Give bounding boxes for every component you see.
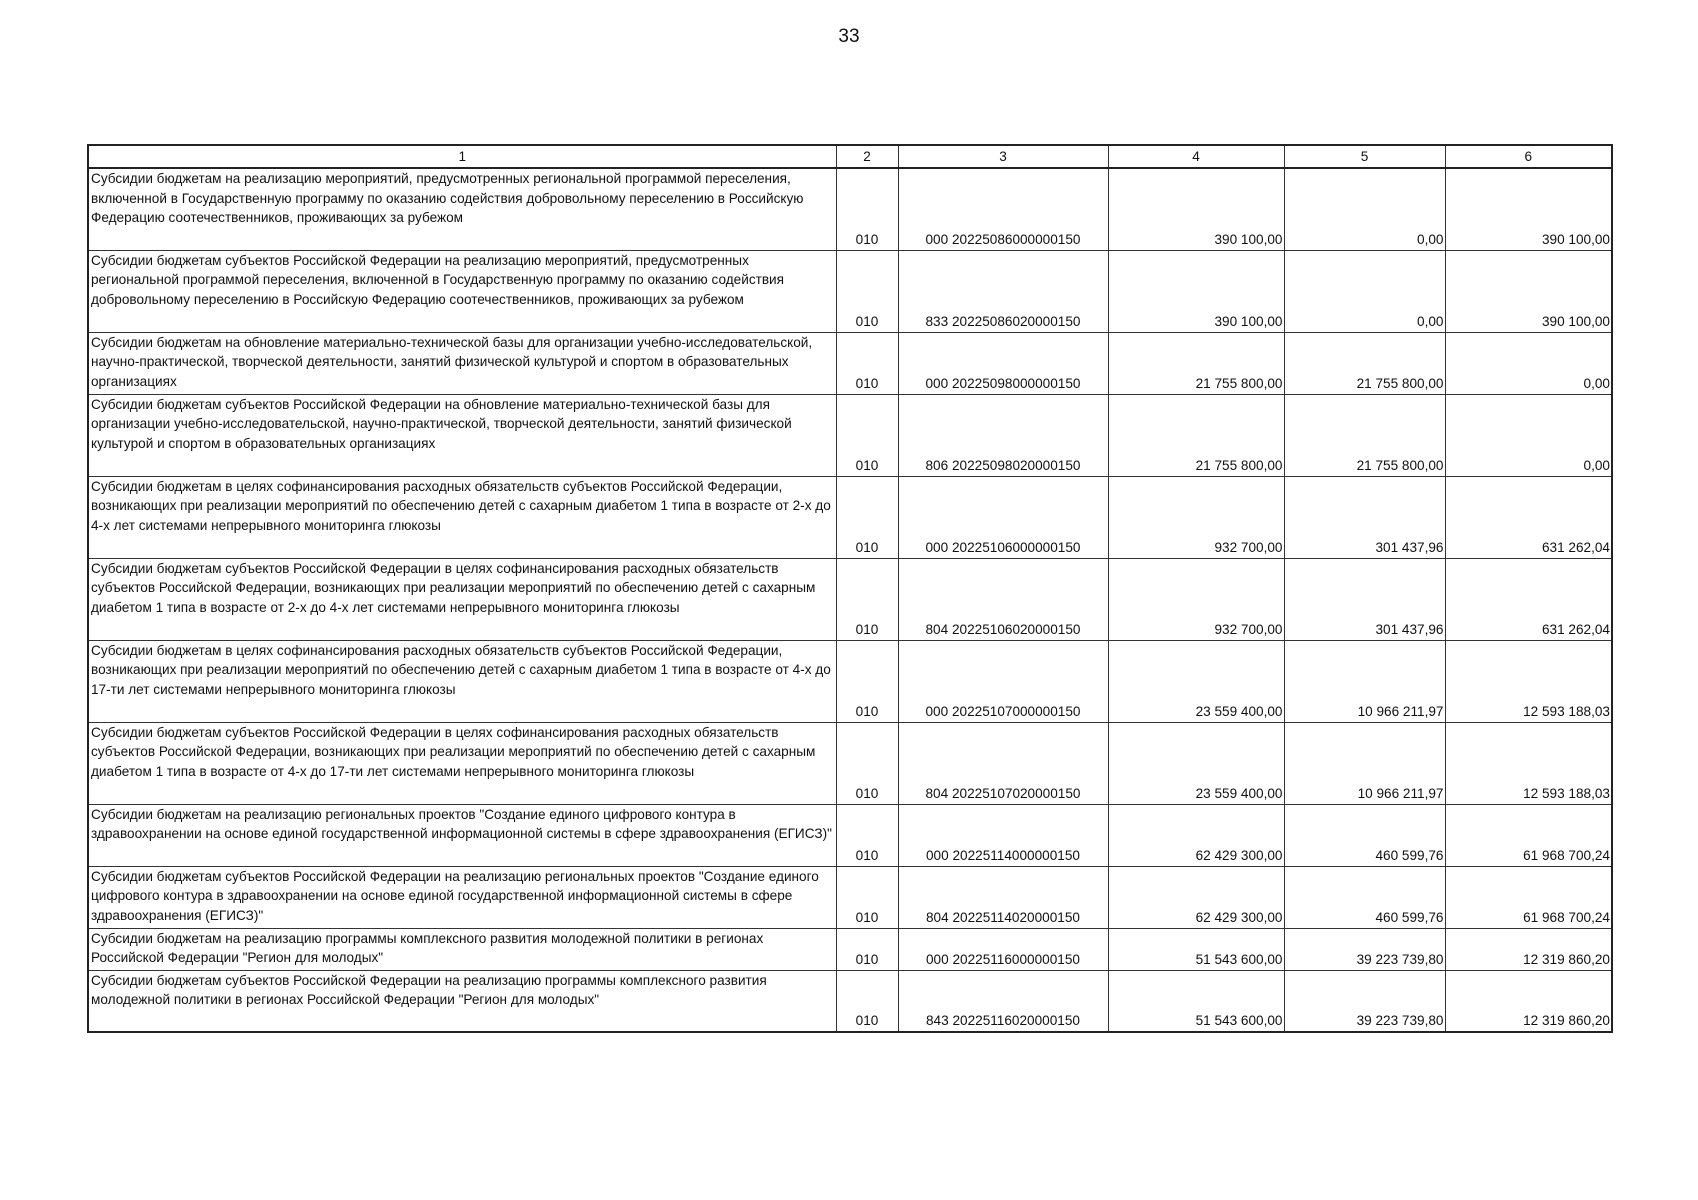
row-col6: 12 593 188,03: [1445, 640, 1612, 722]
row-col5: 21 755 800,00: [1284, 332, 1445, 394]
row-col6: 12 319 860,20: [1445, 970, 1612, 1032]
row-name: Субсидии бюджетам субъектов Российской Федерации на реализацию программы комплексного развития молодежной политики в регионах Российской Федерации "Регион для молодых": [88, 970, 836, 1032]
table-row: [88, 640, 1612, 722]
row-col6: 631 262,04: [1445, 558, 1612, 640]
row-col4: 390 100,00: [1108, 168, 1284, 250]
row-code: 010: [836, 332, 898, 394]
row-col6: 12 593 188,03: [1445, 722, 1612, 804]
header-col-1: 1: [88, 145, 836, 168]
budget-table: [87, 144, 1613, 1033]
table-row: [88, 250, 1612, 332]
row-kbk: 806 20225098020000150: [898, 394, 1108, 476]
row-code: 010: [836, 722, 898, 804]
row-name: Субсидии бюджетам в целях софинансирования расходных обязательств субъектов Российской Федерации, возникающих при реализации мероприятий по обеспечению детей с сахарным диабетом 1 типа в возрасте от 2-х до 4-х лет системами непрерывного мониторинга глюкозы: [88, 476, 836, 558]
row-code: 010: [836, 866, 898, 928]
header-col-2: 2: [836, 145, 898, 168]
row-col4: 932 700,00: [1108, 476, 1284, 558]
row-col5: 301 437,96: [1284, 558, 1445, 640]
header-col-4: 4: [1108, 145, 1284, 168]
row-name: Субсидии бюджетам субъектов Российской Федерации на обновление материально-технической базы для организации учебно-исследовательской, научно-практической, творческой деятельности, занятий физической культурой и спортом в образовательных организациях: [88, 394, 836, 476]
row-code: 010: [836, 804, 898, 866]
row-col6: 0,00: [1445, 332, 1612, 394]
row-col5: 21 755 800,00: [1284, 394, 1445, 476]
row-code: 010: [836, 168, 898, 250]
row-kbk: 833 20225086020000150: [898, 250, 1108, 332]
row-col6: 0,00: [1445, 394, 1612, 476]
table-row: [88, 476, 1612, 558]
row-kbk: 843 20225116020000150: [898, 970, 1108, 1032]
row-col6: 390 100,00: [1445, 168, 1612, 250]
row-kbk: 000 20225086000000150: [898, 168, 1108, 250]
row-col5: 39 223 739,80: [1284, 928, 1445, 970]
row-name: Субсидии бюджетам на реализацию региональных проектов "Создание единого цифрового контура в здравоохранении на основе единой государственной информационной системы в сфере здравоохранения (ЕГИСЗ)": [88, 804, 836, 866]
row-kbk: 000 20225098000000150: [898, 332, 1108, 394]
page-number: 33: [838, 26, 860, 47]
row-col6: 631 262,04: [1445, 476, 1612, 558]
row-col4: 23 559 400,00: [1108, 722, 1284, 804]
row-code: 010: [836, 928, 898, 970]
row-code: 010: [836, 250, 898, 332]
row-col6: 390 100,00: [1445, 250, 1612, 332]
row-code: 010: [836, 558, 898, 640]
row-kbk: 804 20225114020000150: [898, 866, 1108, 928]
row-col6: 61 968 700,24: [1445, 866, 1612, 928]
table-row: [88, 970, 1612, 1032]
table-row: [88, 866, 1612, 928]
row-name: Субсидии бюджетам субъектов Российской Федерации на реализацию мероприятий, предусмотренных региональной программой переселения, включенной в Государственную программу по оказанию содействия добровольному переселению в Российскую Федерацию соотечественников, проживающих за рубежом: [88, 250, 836, 332]
row-col5: 0,00: [1284, 250, 1445, 332]
row-col4: 21 755 800,00: [1108, 332, 1284, 394]
row-col5: 0,00: [1284, 168, 1445, 250]
header-col-3: 3: [898, 145, 1108, 168]
table-row: [88, 558, 1612, 640]
header-col-6: 6: [1445, 145, 1612, 168]
row-kbk: 000 20225107000000150: [898, 640, 1108, 722]
row-col6: 61 968 700,24: [1445, 804, 1612, 866]
row-col4: 932 700,00: [1108, 558, 1284, 640]
row-name: Субсидии бюджетам на обновление материально-технической базы для организации учебно-исследовательской, научно-практической, творческой деятельности, занятий физической культурой и спортом в образовательных организациях: [88, 332, 836, 394]
row-kbk: 000 20225106000000150: [898, 476, 1108, 558]
row-name: Субсидии бюджетам в целях софинансирования расходных обязательств субъектов Российской Федерации, возникающих при реализации мероприятий по обеспечению детей с сахарным диабетом 1 типа в возрасте от 4-х до 17-ти лет системами непрерывного мониторинга глюкозы: [88, 640, 836, 722]
row-kbk: 000 20225114000000150: [898, 804, 1108, 866]
row-col4: 23 559 400,00: [1108, 640, 1284, 722]
row-name: Субсидии бюджетам на реализацию программы комплексного развития молодежной политики в регионах Российской Федерации "Регион для молодых": [88, 928, 836, 970]
row-name: Субсидии бюджетам субъектов Российской Федерации в целях софинансирования расходных обязательств субъектов Российской Федерации, возникающих при реализации мероприятий по обеспечению детей с сахарным диабетом 1 типа в возрасте от 2-х до 4-х лет системами непрерывного мониторинга глюкозы: [88, 558, 836, 640]
row-name: Субсидии бюджетам субъектов Российской Федерации в целях софинансирования расходных обязательств субъектов Российской Федерации, возникающих при реализации мероприятий по обеспечению детей с сахарным диабетом 1 типа в возрасте от 4-х до 17-ти лет системами непрерывного мониторинга глюкозы: [88, 722, 836, 804]
row-col4: 51 543 600,00: [1108, 928, 1284, 970]
row-code: 010: [836, 476, 898, 558]
row-col6: 12 319 860,20: [1445, 928, 1612, 970]
table-row: [88, 722, 1612, 804]
row-col5: 10 966 211,97: [1284, 640, 1445, 722]
row-code: 010: [836, 394, 898, 476]
table-row: [88, 804, 1612, 866]
row-col4: 62 429 300,00: [1108, 866, 1284, 928]
table-row: [88, 332, 1612, 394]
row-col5: 460 599,76: [1284, 804, 1445, 866]
row-col5: 460 599,76: [1284, 866, 1445, 928]
header-col-5: 5: [1284, 145, 1445, 168]
row-col4: 62 429 300,00: [1108, 804, 1284, 866]
row-code: 010: [836, 970, 898, 1032]
row-col5: 39 223 739,80: [1284, 970, 1445, 1032]
table-row: [88, 168, 1612, 250]
row-col4: 21 755 800,00: [1108, 394, 1284, 476]
row-col4: 51 543 600,00: [1108, 970, 1284, 1032]
table-row: [88, 394, 1612, 476]
row-col4: 390 100,00: [1108, 250, 1284, 332]
row-kbk: 804 20225107020000150: [898, 722, 1108, 804]
row-col5: 10 966 211,97: [1284, 722, 1445, 804]
row-kbk: 804 20225106020000150: [898, 558, 1108, 640]
table-row: [88, 928, 1612, 970]
row-col5: 301 437,96: [1284, 476, 1445, 558]
row-code: 010: [836, 640, 898, 722]
row-name: Субсидии бюджетам на реализацию мероприятий, предусмотренных региональной программой переселения, включенной в Государственную программу по оказанию содействия добровольному переселению в Российскую Федерацию соотечественников, проживающих за рубежом: [88, 168, 836, 250]
header-row: [88, 145, 1612, 168]
row-kbk: 000 20225116000000150: [898, 928, 1108, 970]
row-name: Субсидии бюджетам субъектов Российской Федерации на реализацию региональных проектов "Создание единого цифрового контура в здравоохранении на основе единой государственной информационной системы в сфере здравоохранения (ЕГИСЗ)": [88, 866, 836, 928]
